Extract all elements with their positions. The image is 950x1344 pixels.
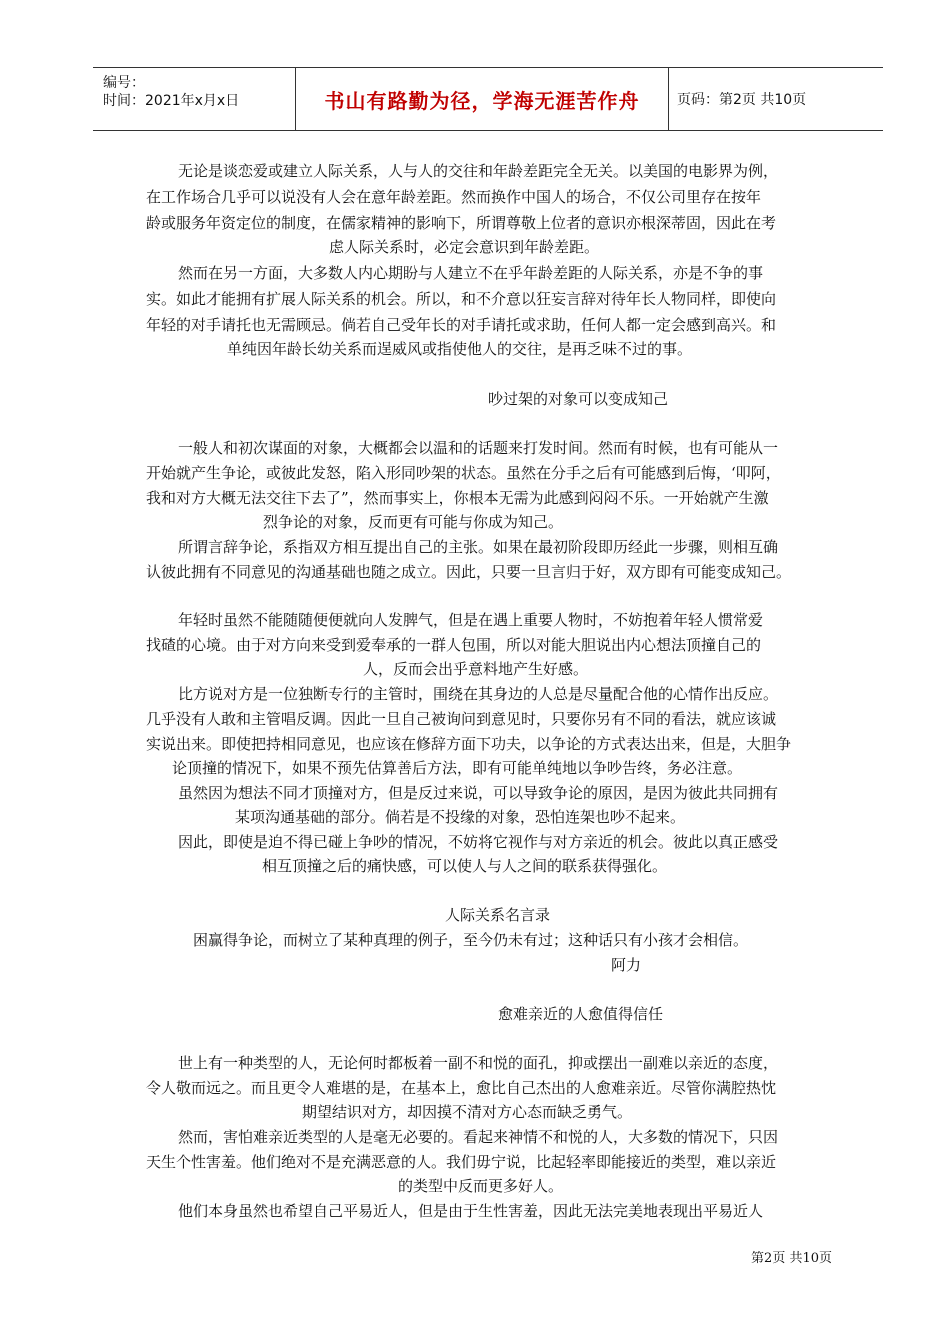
text-line: 几乎没有人敢和主管唱反调。因此一旦自己被询问到意见时，只要你另有不同的看法，就应该诚 <box>146 710 777 728</box>
text-line: 的类型中反而更多好人。 <box>398 1177 564 1195</box>
header-meta-cell <box>93 68 296 130</box>
header-page-cell <box>669 68 883 130</box>
text-line: 实说出来。即使把持相同意见，也应该在修辞方面下功夫，以争论的方式表达出来，但是，大胆争 <box>146 735 792 753</box>
text-line: 人，反而会出乎意料地产生好感。 <box>363 660 589 678</box>
text-line: 烈争论的对象，反而更有可能与你成为知己。 <box>263 513 564 531</box>
text-line: 认彼此拥有不同意见的沟通基础也随之成立。因此，只要一旦言归于好，双方即有可能变成知己。 <box>146 563 792 581</box>
text-line: 我和对方大概无法交往下去了”，然而事实上，你根本无需为此感到闷闷不乐。一开始就产生激 <box>146 489 769 507</box>
text-line: 无论是谈恋爱或建立人际关系，人与人的交往和年龄差距完全无关。以美国的电影界为例， <box>178 162 779 180</box>
text-line: 论顶撞的情况下，如果不预先估算善后方法，即有可能单纯地以争吵告终，务必注意。 <box>172 759 743 777</box>
text-line: 开始就产生争论，或彼此发怒，陷入形同吵架的状态。虽然在分手之后有可能感到后悔，‘叩阿， <box>146 464 781 482</box>
section-heading: 吵过架的对象可以变成知己 <box>488 390 669 408</box>
text-line: 年轻时虽然不能随随便便就向人发脾气，但是在遇上重要人物时，不妨抱着年轻人惯常爱 <box>178 611 764 629</box>
quote-line: 困赢得争论，而树立了某种真理的例子，至今仍未有过；这种话只有小孩才会相信。 <box>193 931 749 949</box>
text-line: 令人敬而远之。而且更令人难堪的是，在基本上，愈比自己杰出的人愈难亲近。尽管你满腔热忱 <box>146 1079 777 1097</box>
text-line: 一般人和初次谋面的对象，大概都会以温和的话题来打发时间。然而有时候，也有可能从一 <box>178 439 779 457</box>
text-line: 比方说对方是一位独断专行的主管时，围绕在其身边的人总是尽量配合他的心情作出反应。 <box>178 685 779 703</box>
text-line: 期望结识对方，却因摸不清对方心态而缺乏勇气。 <box>302 1103 633 1121</box>
motto: 书山有路勤为径，学海无涯苦作舟 <box>324 88 640 113</box>
text-line: 年轻的对手请托也无需顾忌。倘若自己受年长的对手请托或求助，任何人都一定会感到高兴。和 <box>146 316 777 334</box>
text-line: 某项沟通基础的部分。倘若是不投缘的对象，恐怕连架也吵不起来。 <box>235 808 686 826</box>
text-line: 找碴的心境。由于对方向来受到爱奉承的一群人包围，所以对能大胆说出内心想法顶撞自己的 <box>146 636 762 654</box>
text-line: 然而在另一方面，大多数人内心期盼与人建立不在乎年龄差距的人际关系，亦是不争的事 <box>178 264 764 282</box>
header-motto-cell <box>296 68 669 130</box>
text-line: 世上有一种类型的人，无论何时都板着一副不和悦的面孔，抑或摆出一副难以亲近的态度， <box>178 1054 779 1072</box>
text-line: 所谓言辞争论，系指双方相互提出自己的主张。如果在最初阶段即历经此一步骤，则相互确 <box>178 538 779 556</box>
text-line: 龄或服务年资定位的制度，在儒家精神的影响下，所谓尊敬上位者的意识亦根深蒂固，因此在考 <box>146 214 777 232</box>
number-label: 编号： <box>103 75 145 91</box>
text-line: 他们本身虽然也希望自己平易近人，但是由于生性害羞，因此无法完美地表现出平易近人 <box>178 1202 764 1220</box>
text-line: 在工作场合几乎可以说没有人会在意年龄差距。然而换作中国人的场合，不仅公司里存在按年 <box>146 188 762 206</box>
text-line: 因此，即使是迫不得已碰上争吵的情况，不妨将它视作与对方亲近的机会。彼此以真正感受 <box>178 833 779 851</box>
text-line: 虽然因为想法不同才顶撞对方，但是反过来说，可以导致争论的原因，是因为彼此共同拥有 <box>178 784 779 802</box>
text-line: 虑人际关系时，必定会意识到年龄差距。 <box>329 238 600 256</box>
time-label: 时间：2021年x月x日 <box>103 93 240 109</box>
header-page-number: 页码：第2页 共10页 <box>677 92 807 108</box>
page-header <box>93 67 883 131</box>
section-heading: 愈难亲近的人愈值得信任 <box>498 1005 664 1023</box>
text-line: 单纯因年龄长幼关系而逞威风或指使他人的交往，是再乏味不过的事。 <box>227 340 693 358</box>
quote-author: 阿力 <box>611 956 642 974</box>
text-line: 相互顶撞之后的痛快感，可以使人与人之间的联系获得强化。 <box>262 857 668 875</box>
text-line: 天生个性害羞。他们绝对不是充满恶意的人。我们毋宁说，比起轻率即能接近的类型，难以亲近 <box>146 1153 777 1171</box>
section-heading: 人际关系名言录 <box>445 906 551 924</box>
text-line: 然而，害怕难亲近类型的人是毫无必要的。看起来神情不和悦的人，大多数的情况下，只因 <box>178 1128 779 1146</box>
text-line: 实。如此才能拥有扩展人际关系的机会。所以，和不介意以狂妄言辞对待年长人物同样，即使向 <box>146 290 777 308</box>
footer-page-number: 第2页 共10页 <box>751 1251 832 1266</box>
